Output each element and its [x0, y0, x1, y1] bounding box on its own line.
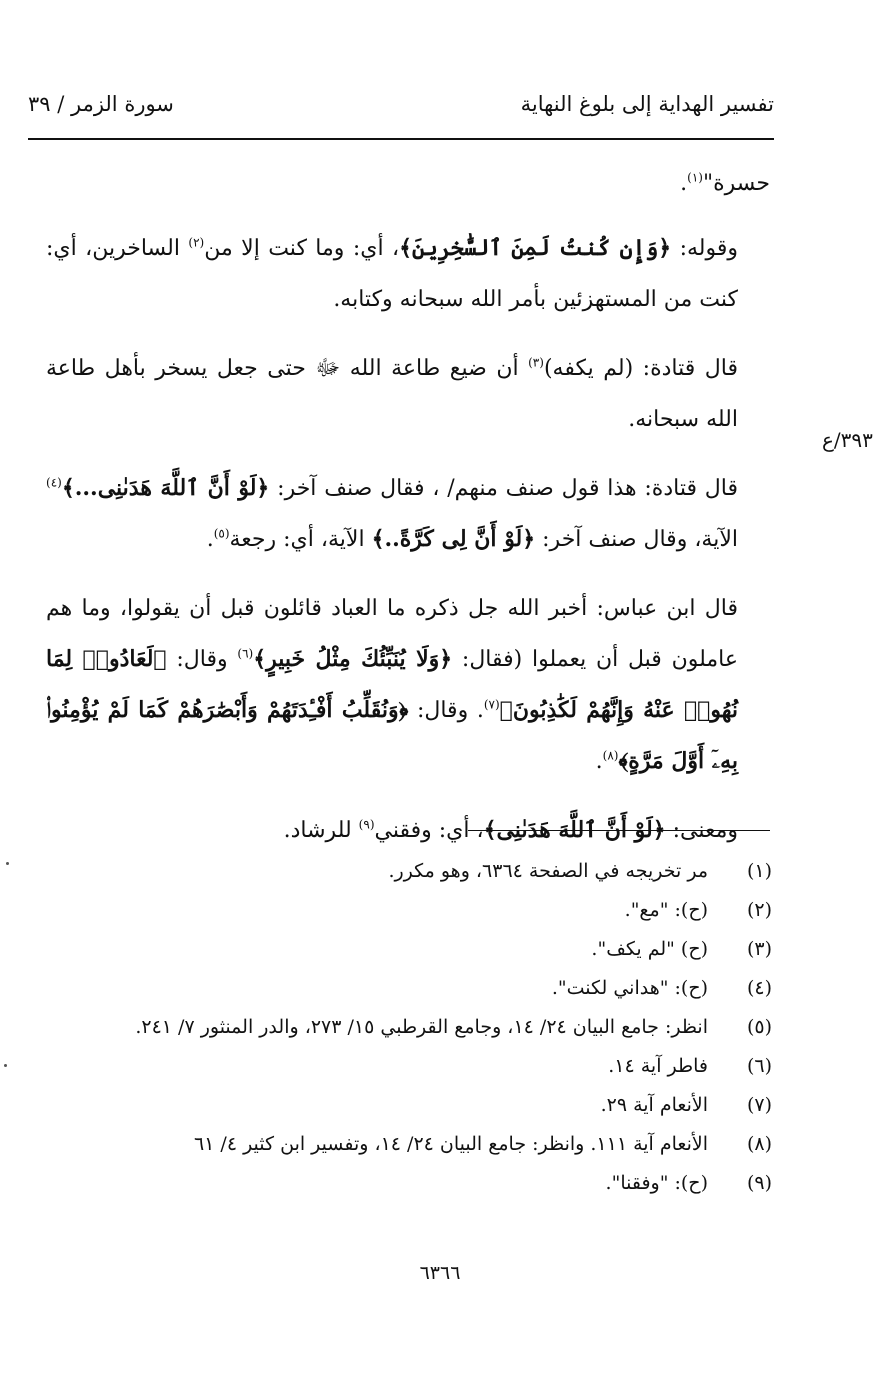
footnote-marker: (٨) [602, 748, 619, 763]
text-run: أن ضيع طاعة الله ﷻ حتى جعل يسخر بأهل طاعة الله سبحانه. [46, 356, 738, 432]
text-run: قال ابن عباس: أخبر الله جل ذكره ما العباد قائلون قبل أن يقولوا، وما هم عاملون قبل أن يعملوا (فقال: [46, 596, 739, 672]
footnote-number: (٥) [746, 1016, 772, 1038]
footnote-text: (ح): "وفقنا". [605, 1172, 708, 1194]
footnote-number: (٧) [746, 1094, 772, 1116]
quran-verse: ﴿وَنُقَلِّبُ أَفْـِٔدَتَهُمْ وَأَبْصَٰرَهُمْ كَمَا لَمْ يُؤْمِنُوا۟ بِهِۦٓ أَوَّلَ مَرَّةٍ﴾ [46, 697, 738, 774]
footnote-marker: (٦) [237, 646, 254, 661]
footnote-item [140, 1164, 772, 1203]
footnote-text: الأنعام آية ٢٩. [600, 1094, 708, 1116]
text-run: ، أي: وفقني [374, 818, 484, 843]
footnote-item [140, 1125, 772, 1164]
manuscript-folio-marker: ٣٩٣/ع [822, 428, 873, 452]
quran-verse: ﴿لَوْ أَنَّ ٱللَّهَ هَدَىٰنِى...﴾ [61, 475, 270, 501]
text-run: ومعنى: [665, 818, 738, 843]
footnote-number: (٩) [746, 1172, 772, 1194]
surah-reference: سورة الزمر / ٣٩ [28, 92, 174, 116]
book-title: تفسير الهداية إلى بلوغ النهاية [520, 92, 774, 116]
paragraph [46, 583, 770, 787]
footnote-item [140, 891, 772, 930]
footnote-text: الأنعام آية ١١١. وانظر: جامع البيان ٢٤/ ١٤، وتفسير ابن كثير ٤/ ٦١ [193, 1133, 708, 1155]
text-run: وقال: [166, 647, 238, 672]
text-run: للرشاد. [283, 818, 359, 843]
footnote-marker: (٩) [358, 817, 375, 832]
footnote-item [140, 1047, 772, 1086]
quran-verse: ﴿لَعَادُوا۟ لِمَا نُهُوا۟ عَنْهُ وَإِنَّهُمْ لَكَٰذِبُونَ﴾ [46, 646, 738, 723]
footnote-text: انظر: جامع البيان ٢٤/ ١٤، وجامع القرطبي ١٥/ ٢٧٣، والدر المنثور ٧/ ٢٤١. [135, 1016, 708, 1038]
paragraph [46, 463, 770, 565]
footnote-number: (٢) [746, 899, 772, 921]
footnote-text: مر تخريجه في الصفحة ٦٣٦٤، وهو مكرر. [388, 860, 708, 882]
quran-verse: ﴿لَوْ أَنَّ ٱللَّهَ هَدَىٰنِى﴾ [483, 817, 666, 843]
footnote-number: (٨) [746, 1133, 772, 1155]
paragraph [46, 223, 770, 325]
footnote-number: (٦) [746, 1055, 772, 1077]
page-number: ٦٣٦٦ [419, 1262, 461, 1284]
footnote-text: (ح) "لم يكف". [591, 938, 708, 960]
text-run: قال قتادة: (لم يكفه) [543, 356, 738, 381]
text-run: حسرة" [702, 171, 770, 196]
footnote-item [140, 930, 772, 969]
paragraph [46, 343, 770, 445]
footnote-marker: (٢) [188, 235, 205, 250]
footnote-number: (١) [746, 860, 772, 882]
text-run: الساخرين، أي: كنت من المستهزئين بأمر الله سبحانه وكتابه. [46, 236, 738, 312]
footnote-item [135, 1008, 772, 1047]
quran-verse: ﴿وَلَا يُنَبِّئُكَ مِثْلُ خَبِيرٍ﴾ [253, 646, 453, 672]
running-header [28, 92, 774, 132]
footnote-item [140, 1086, 772, 1125]
footnotes [135, 852, 772, 1203]
quran-verse: ﴿لَوْ أَنَّ لِى كَرَّةً..﴾ [371, 526, 536, 552]
footnote-number: (٣) [746, 938, 772, 960]
main-text [46, 158, 770, 874]
text-run: قال قتادة: هذا قول صنف منهم/ ، فقال صنف آخر: [269, 476, 739, 501]
footnote-item [140, 969, 772, 1008]
footnote-marker: (١) [687, 170, 703, 185]
footnote-marker: (٣) [528, 355, 544, 370]
header-rule [28, 138, 774, 140]
footnote-text: (ح): "مع". [624, 899, 708, 921]
quran-verse: ﴿وَإِن كُنتُ لَمِنَ ٱلسَّٰخِرِينَ﴾ [399, 235, 672, 261]
paragraph [46, 158, 770, 209]
footnote-marker: (٧) [483, 697, 500, 712]
footnote-marker: (٥) [213, 526, 230, 541]
footnote-separator [468, 830, 770, 831]
footnote-number: (٤) [746, 977, 772, 999]
scan-speck [4, 1064, 7, 1067]
text-run: وقوله: [671, 236, 738, 261]
text-run: ، أي: وما كنت إلا من [204, 236, 400, 261]
text-run: . [595, 749, 603, 774]
text-run: . وقال: [408, 698, 484, 723]
scan-speck [6, 862, 9, 865]
footnote-marker: (٤) [46, 475, 62, 490]
text-run: . [680, 171, 688, 196]
footnote-item [140, 852, 772, 891]
text-run: . [206, 527, 214, 552]
text-run: الآية، أي: رجعة [229, 527, 372, 552]
footnote-text: (ح): "هداني لكنت". [551, 977, 708, 999]
text-run: الآية، وقال صنف آخر: [535, 527, 738, 552]
footnote-text: فاطر آية ١٤. [608, 1055, 708, 1077]
